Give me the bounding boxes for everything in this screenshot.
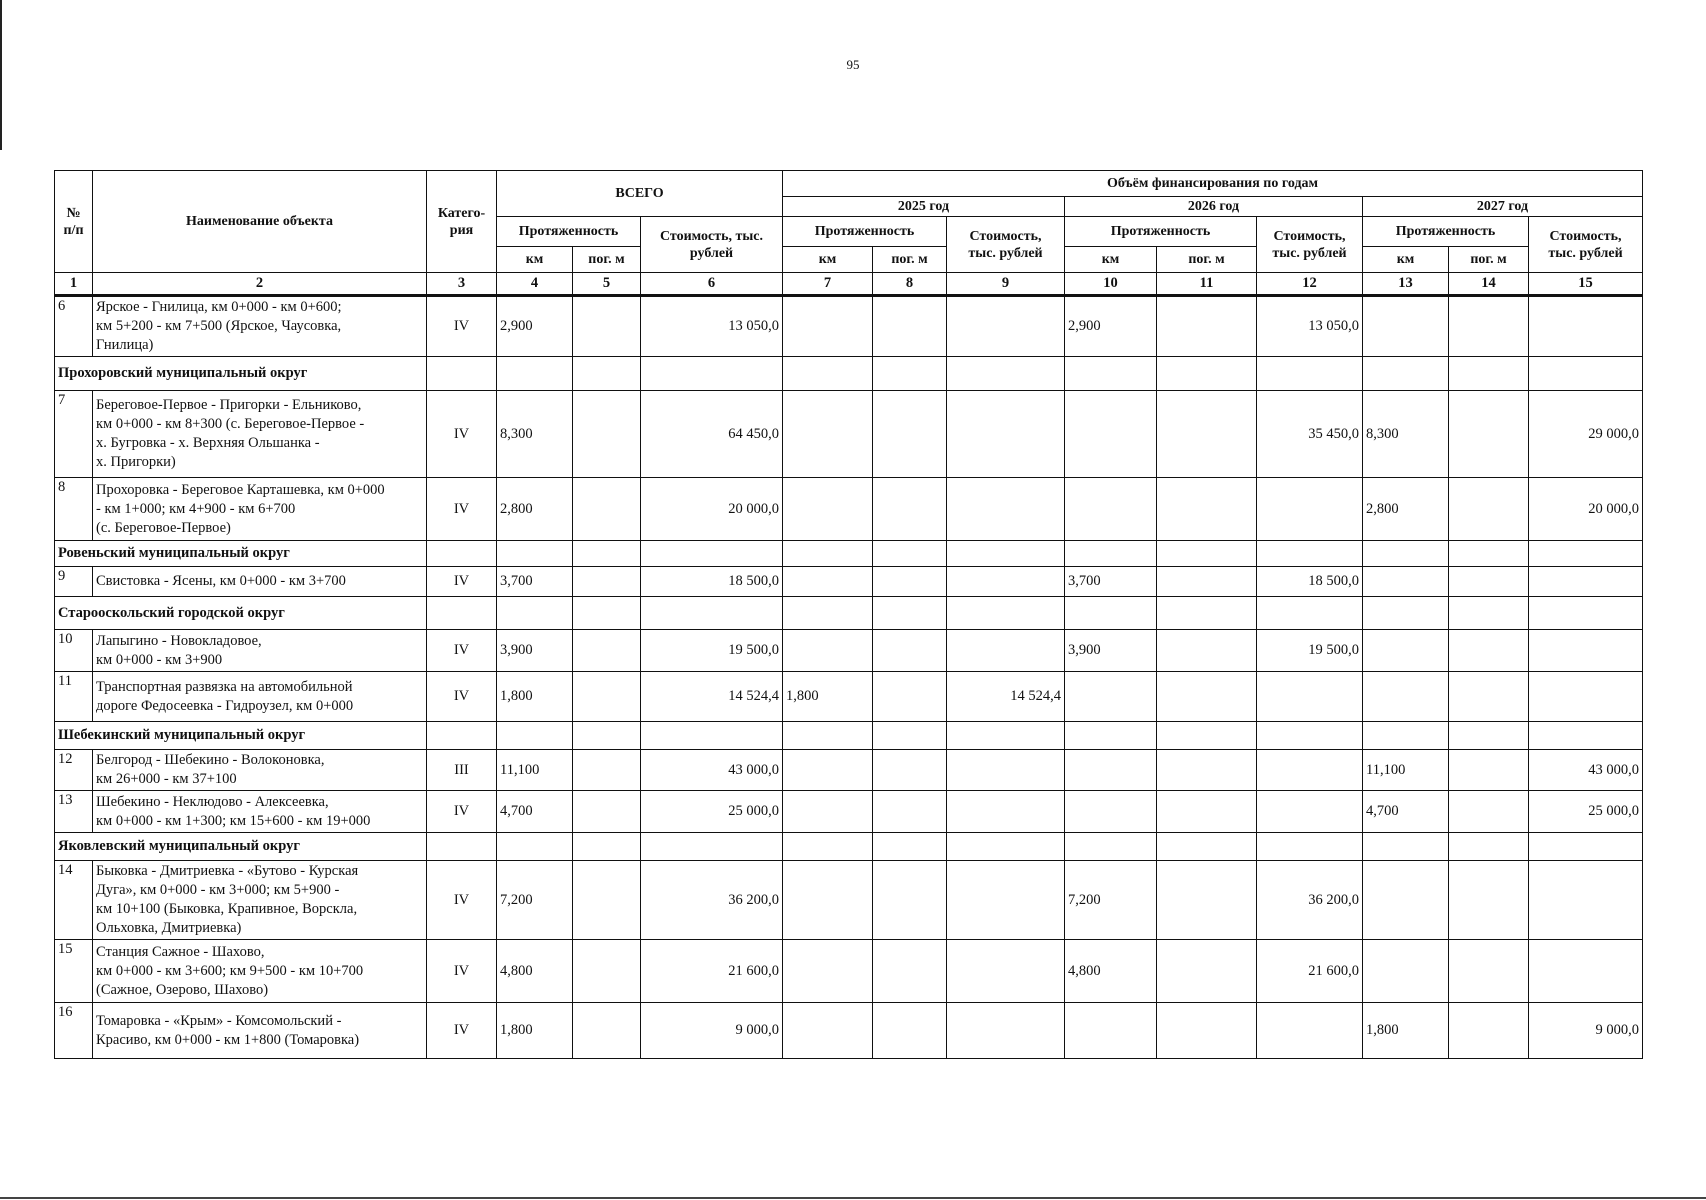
empty-cell [783,597,873,630]
y2026-cost-cell: 36 200,0 [1257,861,1363,940]
object-name-cell: Быковка - Дмитриевка - «Бутово - Курская Дуга», км 0+000 - км 3+000; км 5+900 - км 10+100 (Быковка, Крапивное, Ворскла, Ольховка, Дмитриевка) [93,861,427,940]
category-cell: IV [427,567,497,597]
empty-cell [947,357,1065,391]
y2025-pog-cell [873,296,947,357]
category-cell: IV [427,940,497,1003]
y2027-km-cell [1363,567,1449,597]
empty-cell [573,357,641,391]
y2025-pog-cell [873,630,947,672]
total-pog-cell [573,567,641,597]
y2025-cost-cell [947,1003,1065,1059]
column-number: 5 [573,273,641,296]
section-title: Ровеньский муниципальный округ [55,541,427,567]
header-financing: Объём финансирования по годам [783,171,1643,197]
empty-cell [1065,833,1157,861]
column-number: 13 [1363,273,1449,296]
y2025-cost-cell [947,861,1065,940]
column-number: 9 [947,273,1065,296]
y2027-km-cell: 8,300 [1363,391,1449,478]
y2025-pog-cell [873,1003,947,1059]
y2025-pog-cell [873,861,947,940]
empty-cell [497,833,573,861]
empty-cell [1065,357,1157,391]
row-number-cell: 6 [55,296,93,357]
y2027-cost-cell: 20 000,0 [1529,478,1643,541]
y2025-pog-cell [873,750,947,791]
table-row [55,1003,1643,1059]
row-number-cell: 15 [55,940,93,1003]
empty-cell [783,541,873,567]
y2026-cost-cell [1257,750,1363,791]
empty-cell [947,833,1065,861]
category-cell: IV [427,296,497,357]
category-cell: IV [427,791,497,833]
y2027-pog-cell [1449,567,1529,597]
empty-cell [1157,357,1257,391]
column-number: 14 [1449,273,1529,296]
y2027-pog-cell [1449,296,1529,357]
y2027-km-cell [1363,672,1449,722]
y2025-km-cell [783,940,873,1003]
y2027-pog-cell [1449,1003,1529,1059]
y2027-pog-cell [1449,391,1529,478]
total-cost-cell: 20 000,0 [641,478,783,541]
y2026-pog-cell [1157,478,1257,541]
empty-cell [573,541,641,567]
empty-cell [947,597,1065,630]
page-number: 95 [846,57,860,72]
object-name-cell: Лапыгино - Новокладовое, км 0+000 - км 3+900 [93,630,427,672]
category-cell: IV [427,630,497,672]
empty-cell [497,597,573,630]
y2025-pog-cell [873,791,947,833]
header-year-2026: 2026 год [1065,197,1363,217]
y2025-km-cell [783,391,873,478]
y2026-km-cell: 2,900 [1065,296,1157,357]
y2026-pog-cell [1157,296,1257,357]
header-name: Наименование объекта [93,171,427,273]
header-num: № п/п [55,171,93,273]
table-row [55,391,1643,478]
empty-cell [873,541,947,567]
y2027-km-cell [1363,296,1449,357]
row-number-cell: 12 [55,750,93,791]
total-cost-cell: 25 000,0 [641,791,783,833]
total-cost-cell: 64 450,0 [641,391,783,478]
header-2026-cost: Стоимость, тыс. рублей [1257,217,1363,273]
y2025-km-cell [783,478,873,541]
empty-cell [873,833,947,861]
scan-left-edge-mark [0,0,2,150]
empty-cell [1449,357,1529,391]
header-2026-length: Протяженность [1065,217,1257,247]
header-2027-cost: Стоимость, тыс. рублей [1529,217,1643,273]
empty-cell [1449,597,1529,630]
header-total-length: Протяженность [497,217,641,247]
empty-cell [873,357,947,391]
y2026-cost-cell [1257,791,1363,833]
y2025-cost-cell [947,940,1065,1003]
empty-cell [427,357,497,391]
object-name-cell: Ярское - Гнилица, км 0+000 - км 0+600; км 5+200 - км 7+500 (Ярское, Чаусовка, Гнилица) [93,296,427,357]
y2026-km-cell [1065,791,1157,833]
total-cost-cell: 36 200,0 [641,861,783,940]
empty-cell [1257,597,1363,630]
empty-cell [947,541,1065,567]
empty-cell [873,722,947,750]
y2027-pog-cell [1449,861,1529,940]
category-cell: IV [427,478,497,541]
empty-cell [427,722,497,750]
header-2025-pog: пог. м [873,247,947,273]
total-cost-cell: 9 000,0 [641,1003,783,1059]
column-number: 4 [497,273,573,296]
row-number-cell: 14 [55,861,93,940]
empty-cell [1449,722,1529,750]
y2027-pog-cell [1449,940,1529,1003]
y2025-cost-cell [947,478,1065,541]
header-2027-km: км [1363,247,1449,273]
header-2025-cost: Стоимость, тыс. рублей [947,217,1065,273]
empty-cell [641,722,783,750]
empty-cell [783,722,873,750]
financing-table [54,170,1643,1059]
y2025-cost-cell: 14 524,4 [947,672,1065,722]
y2026-pog-cell [1157,791,1257,833]
y2027-km-cell: 1,800 [1363,1003,1449,1059]
y2027-km-cell: 2,800 [1363,478,1449,541]
total-km-cell: 3,900 [497,630,573,672]
y2027-cost-cell [1529,940,1643,1003]
total-pog-cell [573,791,641,833]
total-pog-cell [573,861,641,940]
y2026-km-cell [1065,750,1157,791]
total-km-cell: 7,200 [497,861,573,940]
y2027-km-cell [1363,940,1449,1003]
total-pog-cell [573,1003,641,1059]
total-pog-cell [573,296,641,357]
object-name-cell: Томаровка - «Крым» - Комсомольский - Красиво, км 0+000 - км 1+800 (Томаровка) [93,1003,427,1059]
empty-cell [573,833,641,861]
total-pog-cell [573,672,641,722]
total-cost-cell: 13 050,0 [641,296,783,357]
y2026-km-cell: 3,700 [1065,567,1157,597]
y2025-cost-cell [947,391,1065,478]
y2026-pog-cell [1157,391,1257,478]
object-name-cell: Станция Сажное - Шахово, км 0+000 - км 3+600; км 9+500 - км 10+700 (Сажное, Озерово, Шахово) [93,940,427,1003]
y2025-cost-cell [947,750,1065,791]
empty-cell [573,722,641,750]
y2027-pog-cell [1449,791,1529,833]
y2026-cost-cell: 19 500,0 [1257,630,1363,672]
empty-cell [1157,833,1257,861]
y2025-cost-cell [947,630,1065,672]
empty-cell [1529,541,1643,567]
y2025-km-cell [783,1003,873,1059]
y2026-km-cell [1065,478,1157,541]
y2025-cost-cell [947,296,1065,357]
y2026-cost-cell: 13 050,0 [1257,296,1363,357]
table-row [55,791,1643,833]
header-total: ВСЕГО [497,171,783,217]
column-number: 2 [93,273,427,296]
empty-cell [1065,722,1157,750]
y2025-pog-cell [873,478,947,541]
object-name-cell: Свистовка - Ясены, км 0+000 - км 3+700 [93,567,427,597]
total-km-cell: 4,700 [497,791,573,833]
header-category: Катего- рия [427,171,497,273]
header-total-cost: Стоимость, тыс. рублей [641,217,783,273]
column-number: 8 [873,273,947,296]
total-km-cell: 1,800 [497,1003,573,1059]
y2025-cost-cell [947,567,1065,597]
section-title: Прохоровский муниципальный округ [55,357,427,391]
y2025-cost-cell [947,791,1065,833]
object-name-cell: Прохоровка - Береговое Карташевка, км 0+000 - км 1+000; км 4+900 - км 6+700 (с. Береговое-Первое) [93,478,427,541]
empty-cell [1157,722,1257,750]
empty-cell [1449,833,1529,861]
y2026-pog-cell [1157,1003,1257,1059]
section-row [55,722,1643,750]
y2025-pog-cell [873,391,947,478]
y2026-cost-cell: 21 600,0 [1257,940,1363,1003]
row-number-cell: 8 [55,478,93,541]
y2025-km-cell [783,861,873,940]
object-name-cell: Шебекино - Неклюдово - Алексеевка, км 0+000 - км 1+300; км 15+600 - км 19+000 [93,791,427,833]
header-year-2025: 2025 год [783,197,1065,217]
column-number: 15 [1529,273,1643,296]
column-number: 6 [641,273,783,296]
table-row [55,630,1643,672]
y2026-pog-cell [1157,940,1257,1003]
empty-cell [1363,597,1449,630]
header-2026-pog: пог. м [1157,247,1257,273]
section-row [55,597,1643,630]
empty-cell [641,597,783,630]
table-row [55,750,1643,791]
y2027-pog-cell [1449,750,1529,791]
column-number: 10 [1065,273,1157,296]
total-km-cell: 4,800 [497,940,573,1003]
y2025-pog-cell [873,940,947,1003]
section-title: Яковлевский муниципальный округ [55,833,427,861]
empty-cell [1529,597,1643,630]
table-row [55,940,1643,1003]
y2027-pog-cell [1449,478,1529,541]
column-number: 7 [783,273,873,296]
y2025-km-cell [783,567,873,597]
header-2026-km: км [1065,247,1157,273]
empty-cell [497,357,573,391]
y2026-pog-cell [1157,861,1257,940]
empty-cell [1257,357,1363,391]
y2026-cost-cell: 35 450,0 [1257,391,1363,478]
row-number-cell: 11 [55,672,93,722]
y2026-pog-cell [1157,750,1257,791]
empty-cell [873,597,947,630]
header-total-pog: пог. м [573,247,641,273]
total-km-cell: 1,800 [497,672,573,722]
empty-cell [497,541,573,567]
empty-cell [1257,541,1363,567]
y2027-cost-cell: 9 000,0 [1529,1003,1643,1059]
empty-cell [783,833,873,861]
table-row [55,478,1643,541]
y2026-km-cell [1065,391,1157,478]
row-number-cell: 10 [55,630,93,672]
y2025-pog-cell [873,567,947,597]
total-km-cell: 2,800 [497,478,573,541]
empty-cell [783,357,873,391]
row-number-cell: 9 [55,567,93,597]
header-2025-km: км [783,247,873,273]
y2025-pog-cell [873,672,947,722]
category-cell: IV [427,861,497,940]
column-number: 11 [1157,273,1257,296]
y2026-km-cell [1065,672,1157,722]
empty-cell [1157,597,1257,630]
empty-cell [1257,722,1363,750]
y2027-cost-cell: 25 000,0 [1529,791,1643,833]
row-number-cell: 7 [55,391,93,478]
total-km-cell: 8,300 [497,391,573,478]
empty-cell [641,541,783,567]
row-number-cell: 13 [55,791,93,833]
empty-cell [641,833,783,861]
y2025-km-cell: 1,800 [783,672,873,722]
empty-cell [1529,357,1643,391]
header-2027-length: Протяженность [1363,217,1529,247]
column-number: 12 [1257,273,1363,296]
empty-cell [1363,541,1449,567]
section-row [55,833,1643,861]
section-row [55,357,1643,391]
y2026-cost-cell: 18 500,0 [1257,567,1363,597]
category-cell: IV [427,672,497,722]
section-title: Старооскольский городской округ [55,597,427,630]
section-title: Шебекинский муниципальный округ [55,722,427,750]
y2027-cost-cell: 43 000,0 [1529,750,1643,791]
total-pog-cell [573,630,641,672]
empty-cell [1529,722,1643,750]
empty-cell [1257,833,1363,861]
empty-cell [1157,541,1257,567]
table-row [55,861,1643,940]
empty-cell [947,722,1065,750]
y2027-pog-cell [1449,630,1529,672]
y2027-cost-cell [1529,861,1643,940]
header-total-km: км [497,247,573,273]
category-cell: IV [427,1003,497,1059]
y2025-km-cell [783,296,873,357]
y2025-km-cell [783,750,873,791]
empty-cell [573,597,641,630]
y2026-cost-cell [1257,478,1363,541]
empty-cell [641,357,783,391]
y2027-km-cell [1363,861,1449,940]
total-cost-cell: 19 500,0 [641,630,783,672]
y2026-pog-cell [1157,630,1257,672]
object-name-cell: Белгород - Шебекино - Волоконовка, км 26+000 - км 37+100 [93,750,427,791]
column-number: 3 [427,273,497,296]
total-km-cell: 11,100 [497,750,573,791]
y2027-km-cell: 4,700 [1363,791,1449,833]
empty-cell [427,833,497,861]
row-number-cell: 16 [55,1003,93,1059]
y2027-cost-cell: 29 000,0 [1529,391,1643,478]
empty-cell [1363,833,1449,861]
empty-cell [1065,541,1157,567]
y2025-km-cell [783,791,873,833]
total-pog-cell [573,391,641,478]
total-cost-cell: 21 600,0 [641,940,783,1003]
total-km-cell: 2,900 [497,296,573,357]
y2027-cost-cell [1529,672,1643,722]
table-row [55,296,1643,357]
header-2025-length: Протяженность [783,217,947,247]
y2025-km-cell [783,630,873,672]
category-cell: III [427,750,497,791]
section-row [55,541,1643,567]
total-cost-cell: 18 500,0 [641,567,783,597]
empty-cell [497,722,573,750]
empty-cell [1363,357,1449,391]
table-row [55,672,1643,722]
table-body [55,296,1643,1059]
y2026-km-cell: 3,900 [1065,630,1157,672]
scan-bottom-edge-mark [0,1197,1706,1199]
y2026-pog-cell [1157,672,1257,722]
empty-cell [1529,833,1643,861]
y2026-cost-cell [1257,1003,1363,1059]
object-name-cell: Транспортная развязка на автомобильной дороге Федосеевка - Гидроузел, км 0+000 [93,672,427,722]
y2026-cost-cell [1257,672,1363,722]
total-cost-cell: 43 000,0 [641,750,783,791]
empty-cell [1065,597,1157,630]
y2027-cost-cell [1529,567,1643,597]
empty-cell [1449,541,1529,567]
total-pog-cell [573,940,641,1003]
empty-cell [1363,722,1449,750]
object-name-cell: Береговое-Первое - Пригорки - Ельниково, км 0+000 - км 8+300 (с. Береговое-Первое - х. Бугровка - х. Верхняя Ольшанка - х. Пригорки) [93,391,427,478]
column-number: 1 [55,273,93,296]
category-cell: IV [427,391,497,478]
y2027-km-cell: 11,100 [1363,750,1449,791]
y2026-pog-cell [1157,567,1257,597]
total-pog-cell [573,478,641,541]
y2027-km-cell [1363,630,1449,672]
empty-cell [427,541,497,567]
total-cost-cell: 14 524,4 [641,672,783,722]
empty-cell [427,597,497,630]
y2026-km-cell: 7,200 [1065,861,1157,940]
y2026-km-cell: 4,800 [1065,940,1157,1003]
total-pog-cell [573,750,641,791]
total-km-cell: 3,700 [497,567,573,597]
y2027-cost-cell [1529,630,1643,672]
header-2027-pog: пог. м [1449,247,1529,273]
header-year-2027: 2027 год [1363,197,1643,217]
y2026-km-cell [1065,1003,1157,1059]
table-row [55,567,1643,597]
y2027-pog-cell [1449,672,1529,722]
y2027-cost-cell [1529,296,1643,357]
